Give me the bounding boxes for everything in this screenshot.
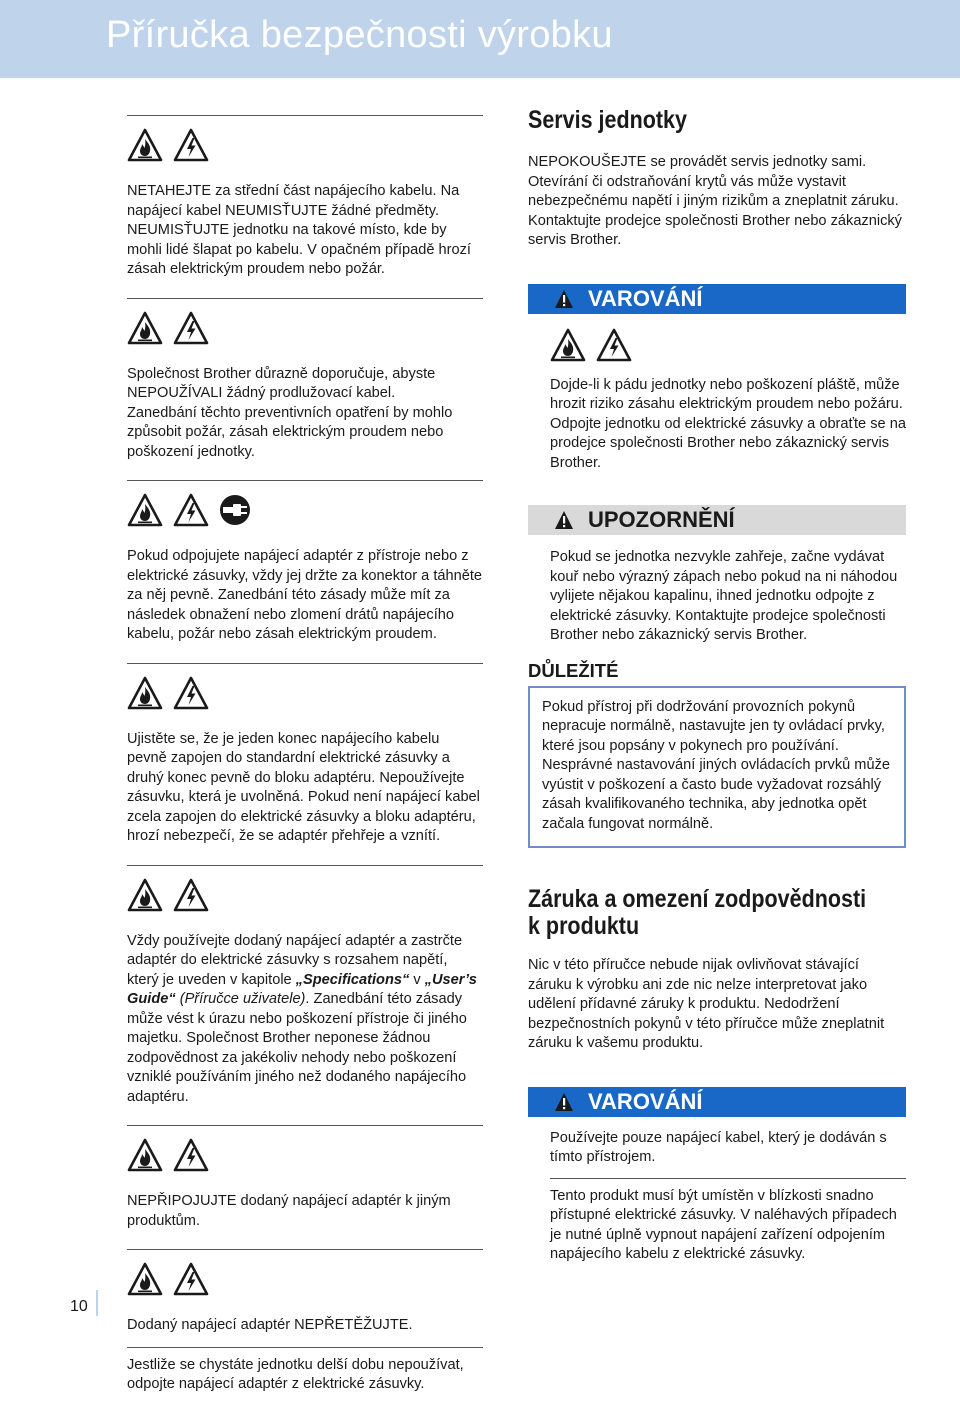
important-text: Pokud přístroj při dodržování provozních pokynů nepracuje normálně, nastavujte jen ty ovládací prvky, které jsou popsány v pokynech pro používání. Nesprávné nastavování jiných ovládacích prvků může vyústit v poškození a často bude vyžadovat rozsáhlý zásah kvalifikovaného technika, aby jednotka opět začala fungovat normálně.: [542, 698, 890, 832]
electric-shock-icon: [596, 328, 632, 362]
safety-text: NETAHEJTE za střední část napájecího kabelu. Na napájecí kabel NEUMISŤUJTE žádné předměty. NEUMISŤUJTE jednotku na takové místo, kde by mohli lidé šlapat po kabelu. V opačném případě hrozí zásah elektrickým proudem nebo požár.: [127, 183, 471, 277]
electric-shock-icon: [173, 493, 209, 527]
left-column: [127, 115, 483, 1413]
caution-label: UPOZORNĚNÍ: [588, 507, 735, 532]
fire-hazard-icon: [127, 128, 163, 162]
safety-text: Dodaný napájecí adaptér NEPŘETĚŽUJTE.: [127, 1317, 413, 1333]
safety-section-plug-firmly: [127, 663, 483, 847]
warning-text: Dojde-li k pádu jednotky nebo poškození pláště, může hrozit riziko zásahu elektrickým proudem nebo požáru. Odpojte jednotku od elektrické zásuvky a obraťte se na prodejce společnosti Brother nebo zákaznický servis Brother.: [550, 376, 906, 471]
fire-hazard-icon: [127, 1262, 163, 1296]
hazard-icons: [127, 493, 483, 529]
safety-text: Společnost Brother důrazně doporučuje, abyste NEPOUŽÍVALI žádný prodlužovací kabel.: [127, 365, 436, 401]
safety-section-adapter: [127, 865, 483, 1108]
electric-shock-icon: [173, 878, 209, 912]
fire-hazard-icon: [550, 328, 586, 362]
safety-text: [127, 932, 483, 1108]
warning-text: Tento produkt musí být umístěn v blízkosti snadno přístupné elektrické zásuvky. V naléhavých případech je nutné úplně vypnout napájení zařízení odpojením napájecího kabelu z elektrické zásuvky.: [550, 1187, 897, 1262]
warning-text: Používejte pouze napájecí kabel, který je dodáván s tímto přístrojem.: [550, 1129, 887, 1165]
safety-text: NEPŘIPOJUJTE dodaný napájecí adaptér k jiným produktům.: [127, 1193, 451, 1229]
caution-text: Pokud se jednotka nezvykle zahřeje, začne vydávat kouř nebo výrazný zápach nebo pokud na ni náhodou vylijete nějakou kapalinu, ihned jednotku odpojte z elektrické zásuvky. Kontaktujte prodejce společnosti Brother nebo zákaznický servis Brother.: [550, 549, 898, 643]
important-label: DŮLEŽITÉ: [528, 659, 619, 681]
electric-shock-icon: [173, 128, 209, 162]
divider: [550, 1178, 906, 1179]
users-guide-ref: „User’s Guide“: [127, 971, 477, 1007]
service-text: NEPOKOUŠEJTE se provádět servis jednotky sami. Otevírání či odstraňování krytů vás může vystavit nebezpečnému napětí i jiným rizikům a zneplatnit záruku. Kontaktujte prodejce společnosti Brother nebo zákaznický servis Brother.: [528, 154, 902, 248]
warning-banner: [528, 284, 906, 314]
electric-shock-icon: [173, 1262, 209, 1296]
safety-section-other-products: [127, 1125, 483, 1231]
right-column: [528, 105, 906, 1283]
hazard-icons: [127, 878, 483, 914]
hazard-icons: [127, 676, 483, 712]
text-part: v: [409, 971, 425, 988]
safety-section-unplug: [127, 480, 483, 645]
warning-content-2: [550, 1129, 906, 1265]
specifications-ref: „Specifications“: [295, 971, 410, 988]
unplug-icon: [219, 493, 251, 527]
fire-hazard-icon: [127, 878, 163, 912]
fire-hazard-icon: [127, 493, 163, 527]
warning-content: [550, 328, 906, 474]
safety-section-extension: [127, 298, 483, 463]
warning-label: VAROVÁNÍ: [588, 285, 703, 311]
warranty-heading-line-1: Záruka a omezení zodpovědnosti: [528, 885, 867, 913]
safety-text: Ujistěte se, že je jeden konec napájecího kabelu pevně zapojen do standardní elektrické zásuvky a druhý konec pevně do bloku adaptéru. Nepoužívejte zásuvku, která je uvolněná. Pokud není napájecí kabel zcela zapojen do elektrické zásuvky a bloku adaptéru, hrozí nebezpečí, že se adaptér přehřeje a vznítí.: [127, 730, 480, 844]
warning-banner-2: [528, 1087, 906, 1117]
electric-shock-icon: [173, 676, 209, 710]
important-box: [528, 686, 906, 849]
text-part: . Zanedbání této zásady může vést k úrazu nebo poškození přístroje či jiného majetku. Společnost Brother neponese žádnou zodpovědnost za jakékoliv nehody nebo poškození vzniklé používáním jiného než dodaného napájecího adaptéru.: [127, 991, 467, 1105]
page-number-bar: [96, 1290, 98, 1316]
warning-label: VAROVÁNÍ: [588, 1088, 703, 1114]
warranty-heading-line-2: k produktu: [528, 912, 640, 940]
warranty-text: Nic v této příručce nebude nijak ovlivňovat stávající záruku k výrobku ani zde nic nelze interpretovat jako udělení přídavné záruky k produktu. Nedodržení bezpečnostních pokynů v této příručce může zneplatnit záruku k vašemu produktu.: [528, 957, 885, 1051]
safety-section-overload: [127, 1249, 483, 1395]
caution-banner: [528, 505, 906, 535]
electric-shock-icon: [173, 1138, 209, 1172]
hazard-icons: [127, 1138, 483, 1174]
fire-hazard-icon: [127, 311, 163, 345]
caution-triangle-icon: [554, 510, 574, 530]
warranty-heading: [528, 886, 906, 940]
hazard-icons: [550, 328, 906, 364]
fire-hazard-icon: [127, 676, 163, 710]
divider: [127, 1347, 483, 1348]
service-heading: Servis jednotky: [528, 106, 687, 134]
hazard-icons: [127, 128, 483, 164]
page-title: Příručka bezpečnosti výrobku: [106, 14, 613, 56]
safety-text: Jestliže se chystáte jednotku delší dobu nepoužívat, odpojte napájecí adaptér z elektrické zásuvky.: [127, 1356, 464, 1392]
page-number: 10: [70, 1298, 88, 1315]
electric-shock-icon: [173, 311, 209, 345]
safety-text: Zanedbání těchto preventivních opatření by mohlo způsobit požár, zásah elektrickým proudem nebo poškození jednotky.: [127, 404, 453, 460]
warning-triangle-icon: [554, 289, 574, 309]
hazard-icons: [127, 1262, 483, 1298]
text-part: Vždy používejte dodaný napájecí adaptér a zastrčte adaptér do elektrické zásuvky s rozsahem napětí, který je uveden v kapitole: [127, 932, 463, 988]
safety-text: Pokud odpojujete napájecí adaptér z přístroje nebo z elektrické zásuvky, vždy jej držte za konektor a táhněte za něj pevně. Zanedbání této zásady může mít za následek obnažení nebo zlomení drátů napájecího kabelu, požár nebo zásah elektrickým proudem.: [127, 548, 483, 642]
safety-section-cable: [127, 115, 483, 280]
users-guide-cz-ref: (Příručce uživatele): [175, 991, 306, 1007]
hazard-icons: [127, 311, 483, 347]
fire-hazard-icon: [127, 1138, 163, 1172]
warning-triangle-icon: [554, 1092, 574, 1112]
